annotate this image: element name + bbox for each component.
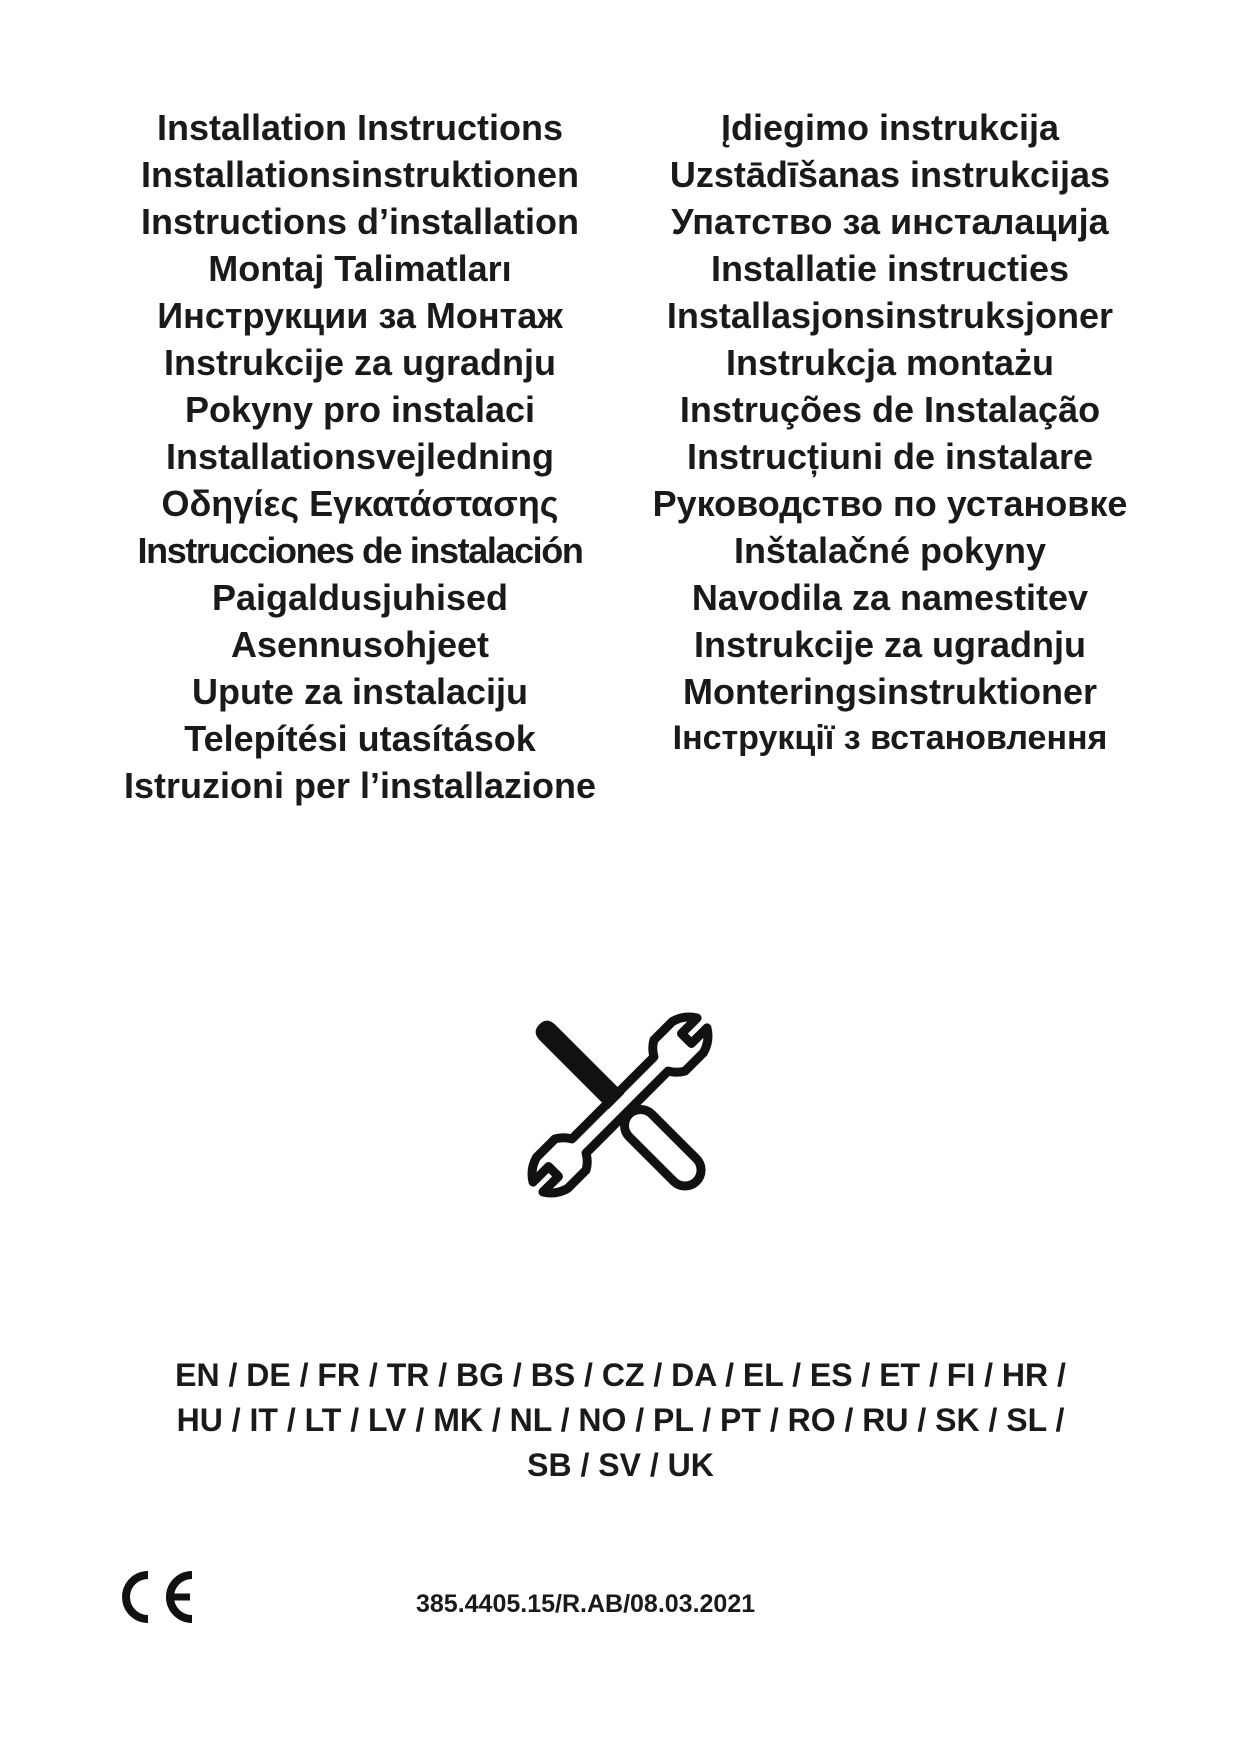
title-tr: Montaj Talimatları (208, 248, 512, 289)
title-sb: Instrukcije za ugradnju (693, 624, 1087, 665)
ce-mark-icon (112, 1567, 198, 1627)
title-hr: Upute za instalaciju (191, 671, 529, 712)
title-sl: Navodila za namestitev (691, 577, 1089, 618)
wrench-and-screwdriver-icon (500, 985, 740, 1225)
title-nl: Installatie instructies (710, 248, 1070, 289)
title-lv: Uzstādīšanas instrukcijas (669, 154, 1111, 195)
title-de: Installationsinstruktionen (140, 154, 580, 195)
title-sv: Monteringsinstruktioner (682, 671, 1098, 712)
title-fi: Asennusohjeet (230, 624, 490, 665)
title-no: Installasjonsinstruksjoner (666, 295, 1114, 336)
title-et: Paigaldusjuhised (211, 577, 509, 618)
titles-right-column (630, 104, 1150, 762)
title-ro: Instrucțiuni de instalare (686, 436, 1094, 477)
language-codes-line-1: EN / DE / FR / TR / BG / BS / CZ / DA / EL / ES / ET / FI / HR / (175, 1357, 1066, 1393)
language-codes-line-3: SB / SV / UK (527, 1447, 714, 1483)
titles-left-column (100, 104, 620, 809)
document-code: 385.4405.15/R.AB/08.03.2021 (416, 1590, 756, 1618)
title-mk: Упатство за инсталација (671, 201, 1109, 242)
title-uk: Інструкції з встановлення (672, 719, 1108, 757)
title-hu: Telepítési utasítások (184, 718, 536, 759)
title-ru: Руководство по установке (652, 483, 1128, 524)
title-fr: Instructions d’installation (140, 201, 580, 242)
language-codes (0, 1353, 1241, 1488)
title-bg: Инструкции за Монтаж (157, 295, 563, 336)
title-pt: Instruções de Instalação (679, 389, 1101, 430)
title-lt: Įdiegimo instrukcija (720, 107, 1060, 148)
title-pl: Instrukcja montażu (725, 342, 1055, 383)
title-it: Istruzioni per l’installazione (123, 765, 597, 806)
title-bs: Instrukcije za ugradnju (163, 342, 557, 383)
title-en: Installation Instructions (156, 107, 564, 148)
title-cz: Pokyny pro instalaci (184, 389, 536, 430)
title-da: Installationsvejledning (165, 436, 555, 477)
title-el: Οδηγίες Εγκατάστασης (161, 483, 559, 524)
language-codes-line-2: HU / IT / LT / LV / MK / NL / NO / PL / PT / RO / RU / SK / SL / (176, 1402, 1065, 1438)
title-es: Instrucciones de instalación (137, 530, 583, 571)
title-sk: Inštalačné pokyny (733, 530, 1047, 571)
